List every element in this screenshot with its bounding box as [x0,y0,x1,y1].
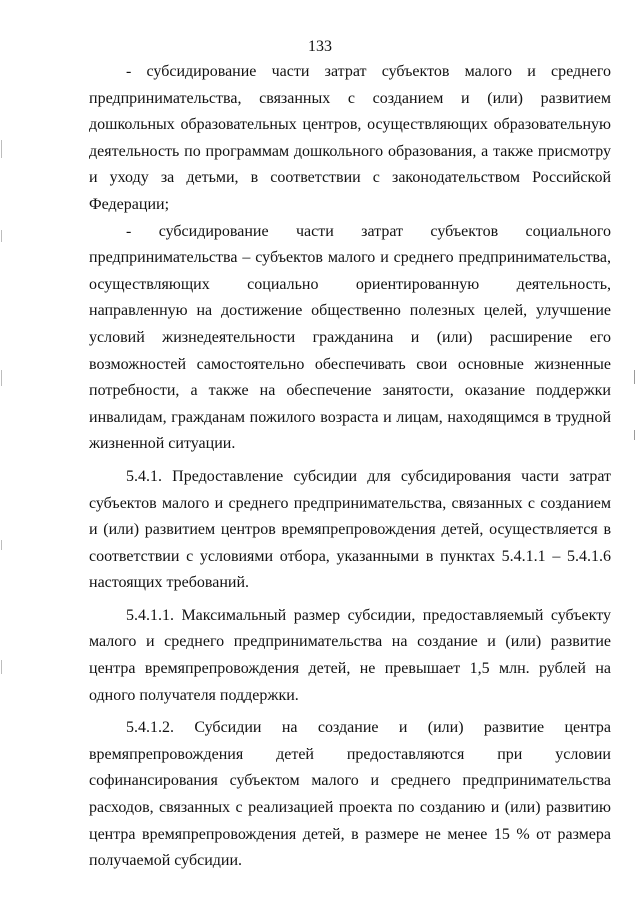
paragraph-5-4-1-2: 5.4.1.2. Субсидии на создание и (или) развитие центра времяпрепровождения детей предоставляются при условии софинансирования субъектом малого и среднего предпринимательства расходов, связанных с реализацией проекта по созданию и (или) развитию центра времяпрепровождения детей, в размере не менее 15 % от размера получаемой субсидии. [89,719,611,870]
paragraph-5-4-1: 5.4.1. Предоставление субсидии для субсидирования части затрат субъектов малого и среднего предпринимательства, связанных с созданием и (или) развитием центров времяпрепровождения детей, осуществляется в соответствии с условиями отбора, указанными в пунктах 5.4.1.1 – 5.4.1.6 настоящих требований. [89,467,611,592]
paragraph-bullet-social: - субсидирование части затрат субъектов социального предпринимательства – субъектов малого и среднего предпринимательства, осуществляющих социально ориентированную деятельность, направленную на достижение общественно полезных целей, улучшение условий жизнедеятельности гражданина и (или) расширение его возможностей самостоятельно обеспечивать свои основные жизненные потребности, а также на обеспечение занятости, оказание поддержки инвалидам, гражданам пожилого возраста и лицам, находящимся в трудной жизненной ситуации. [89,222,611,453]
scan-margin-artifact-left [0,140,4,740]
paragraph-bullet-preschool: - субсидирование части затрат субъектов малого и среднего предпринимательства, связанных с созданием и (или) развитием дошкольных образовательных центров, осуществляющих образовательную деятельность по программам дошкольного образования, а также присмотру и уходу за детьми, в соответствии с законодательством Российской Федерации; [89,63,611,213]
document-body [89,59,611,875]
paragraph-5-4-1-1: 5.4.1.1. Максимальный размер субсидии, предоставляемый субъекту малого и среднего предпринимательства на создание и (или) развитие центра времяпрепровождения детей, не превышает 1,5 млн. рублей на одного получателя поддержки. [89,606,611,704]
scan-margin-artifact-right [633,370,636,490]
page-number: 133 [308,38,332,55]
